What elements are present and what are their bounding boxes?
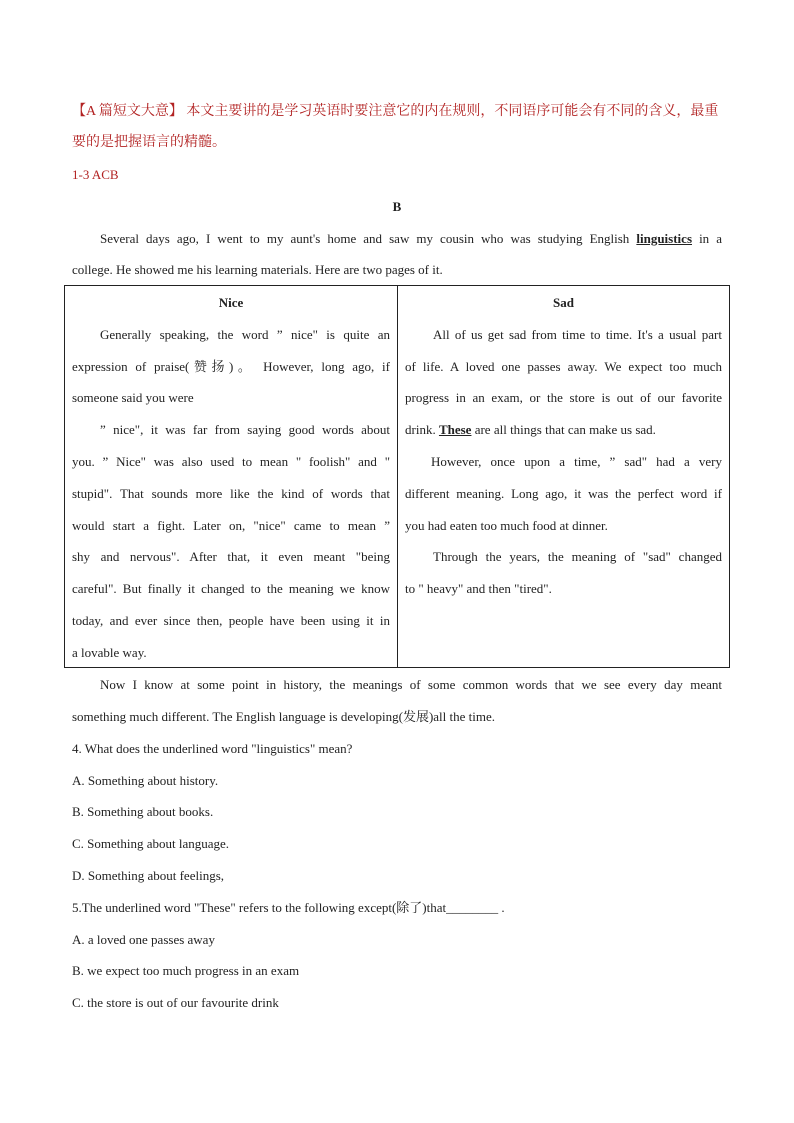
sad-line: All of us get sad from time to time. It's a usual part [433,327,722,342]
summary-line-1 [72,103,722,121]
sad-line: you had eaten too much food at dinner. [405,518,608,533]
sad-line: different meaning. Long ago, it was the perfect word if [405,486,722,501]
sad-line: of life. A loved one passes away. We expect too much [405,359,722,374]
nice-line: stupid". That sounds more like the kind of words that [72,486,390,501]
nice-line: expression of praise(赞扬)。 However, long ago, if [72,359,390,374]
section-title: B [392,199,402,214]
nice-line: Generally speaking, the word ” nice" is quite an [100,327,390,342]
sad-line: However, once upon a time, ” sad" had a very [431,454,722,469]
nice-line: someone said you were [72,390,194,405]
nice-line: shy and nervous". After that, it even meant "being [72,549,390,564]
q4-option-d: D. Something about feelings, [72,868,225,883]
passage-table [64,285,730,668]
question-4: 4. What does the underlined word "linguistics" mean? [72,741,353,756]
q5-option-a: A. a loved one passes away [72,932,215,947]
intro-text-post: in a [699,231,722,246]
drink-prefix: drink. [405,422,436,437]
conclusion-line-2: something much different. The English language is developing(发展)all the time. [72,709,496,724]
answers-a: 1-3 ACB [72,167,119,182]
nice-cell [65,286,398,668]
nice-header: Nice [218,295,244,310]
sad-line-text: are all things that can make us sad. [474,422,656,437]
intro-text-pre: Several days ago, I went to my aunt's home and saw my cousin who was studying English [100,231,630,246]
sad-line: to " heavy" and then "tired". [405,581,552,596]
q4-option-c: C. Something about language. [72,836,230,851]
nice-line: you. ” Nice" was also used to mean " foolish" and " [72,454,390,469]
q4-option-b: B. Something about books. [72,804,214,819]
underlined-linguistics: linguistics [636,231,692,246]
conclusion-line-1: Now I know at some point in history, the meanings of some common words that we see every day meant [100,677,722,692]
summary-text-1: 本文主要讲的是学习英语时要注意它的内在规则，不同语序可能会有不同的含义，最重 [182,104,719,119]
sad-line-these [405,421,722,439]
intro-line-1 [100,230,722,248]
intro-line-2: college. He showed me his learning materials. Here are two pages of it. [72,262,443,277]
q4-option-a: A. Something about history. [72,773,219,788]
summary-tag: 【A 篇短文大意】 [72,104,183,119]
nice-line: careful". But finally it changed to the meaning we know [72,581,390,596]
q5-option-c: C. the store is out of our favourite drink [72,995,279,1010]
underlined-these: These [438,422,472,437]
question-5: 5.The underlined word "These" refers to the following except(除了)that________ . [72,900,505,915]
summary-line-2: 要的是把握语言的精髓。 [72,135,226,150]
sad-header: Sad [553,295,574,310]
sad-line: Through the years, the meaning of "sad" changed [433,549,722,564]
nice-line: a lovable way. [72,645,147,660]
q5-option-b: B. we expect too much progress in an exam [72,963,300,978]
sad-line: progress in an exam, or the store is out of our favorite [405,390,722,405]
sad-cell [398,286,730,668]
nice-line: today, and ever since then, people have been using it in [72,613,390,628]
nice-line: would start a fight. Later on, "nice" came to mean ” [72,518,390,533]
nice-line: ” nice", it was far from saying good words about [100,422,390,437]
